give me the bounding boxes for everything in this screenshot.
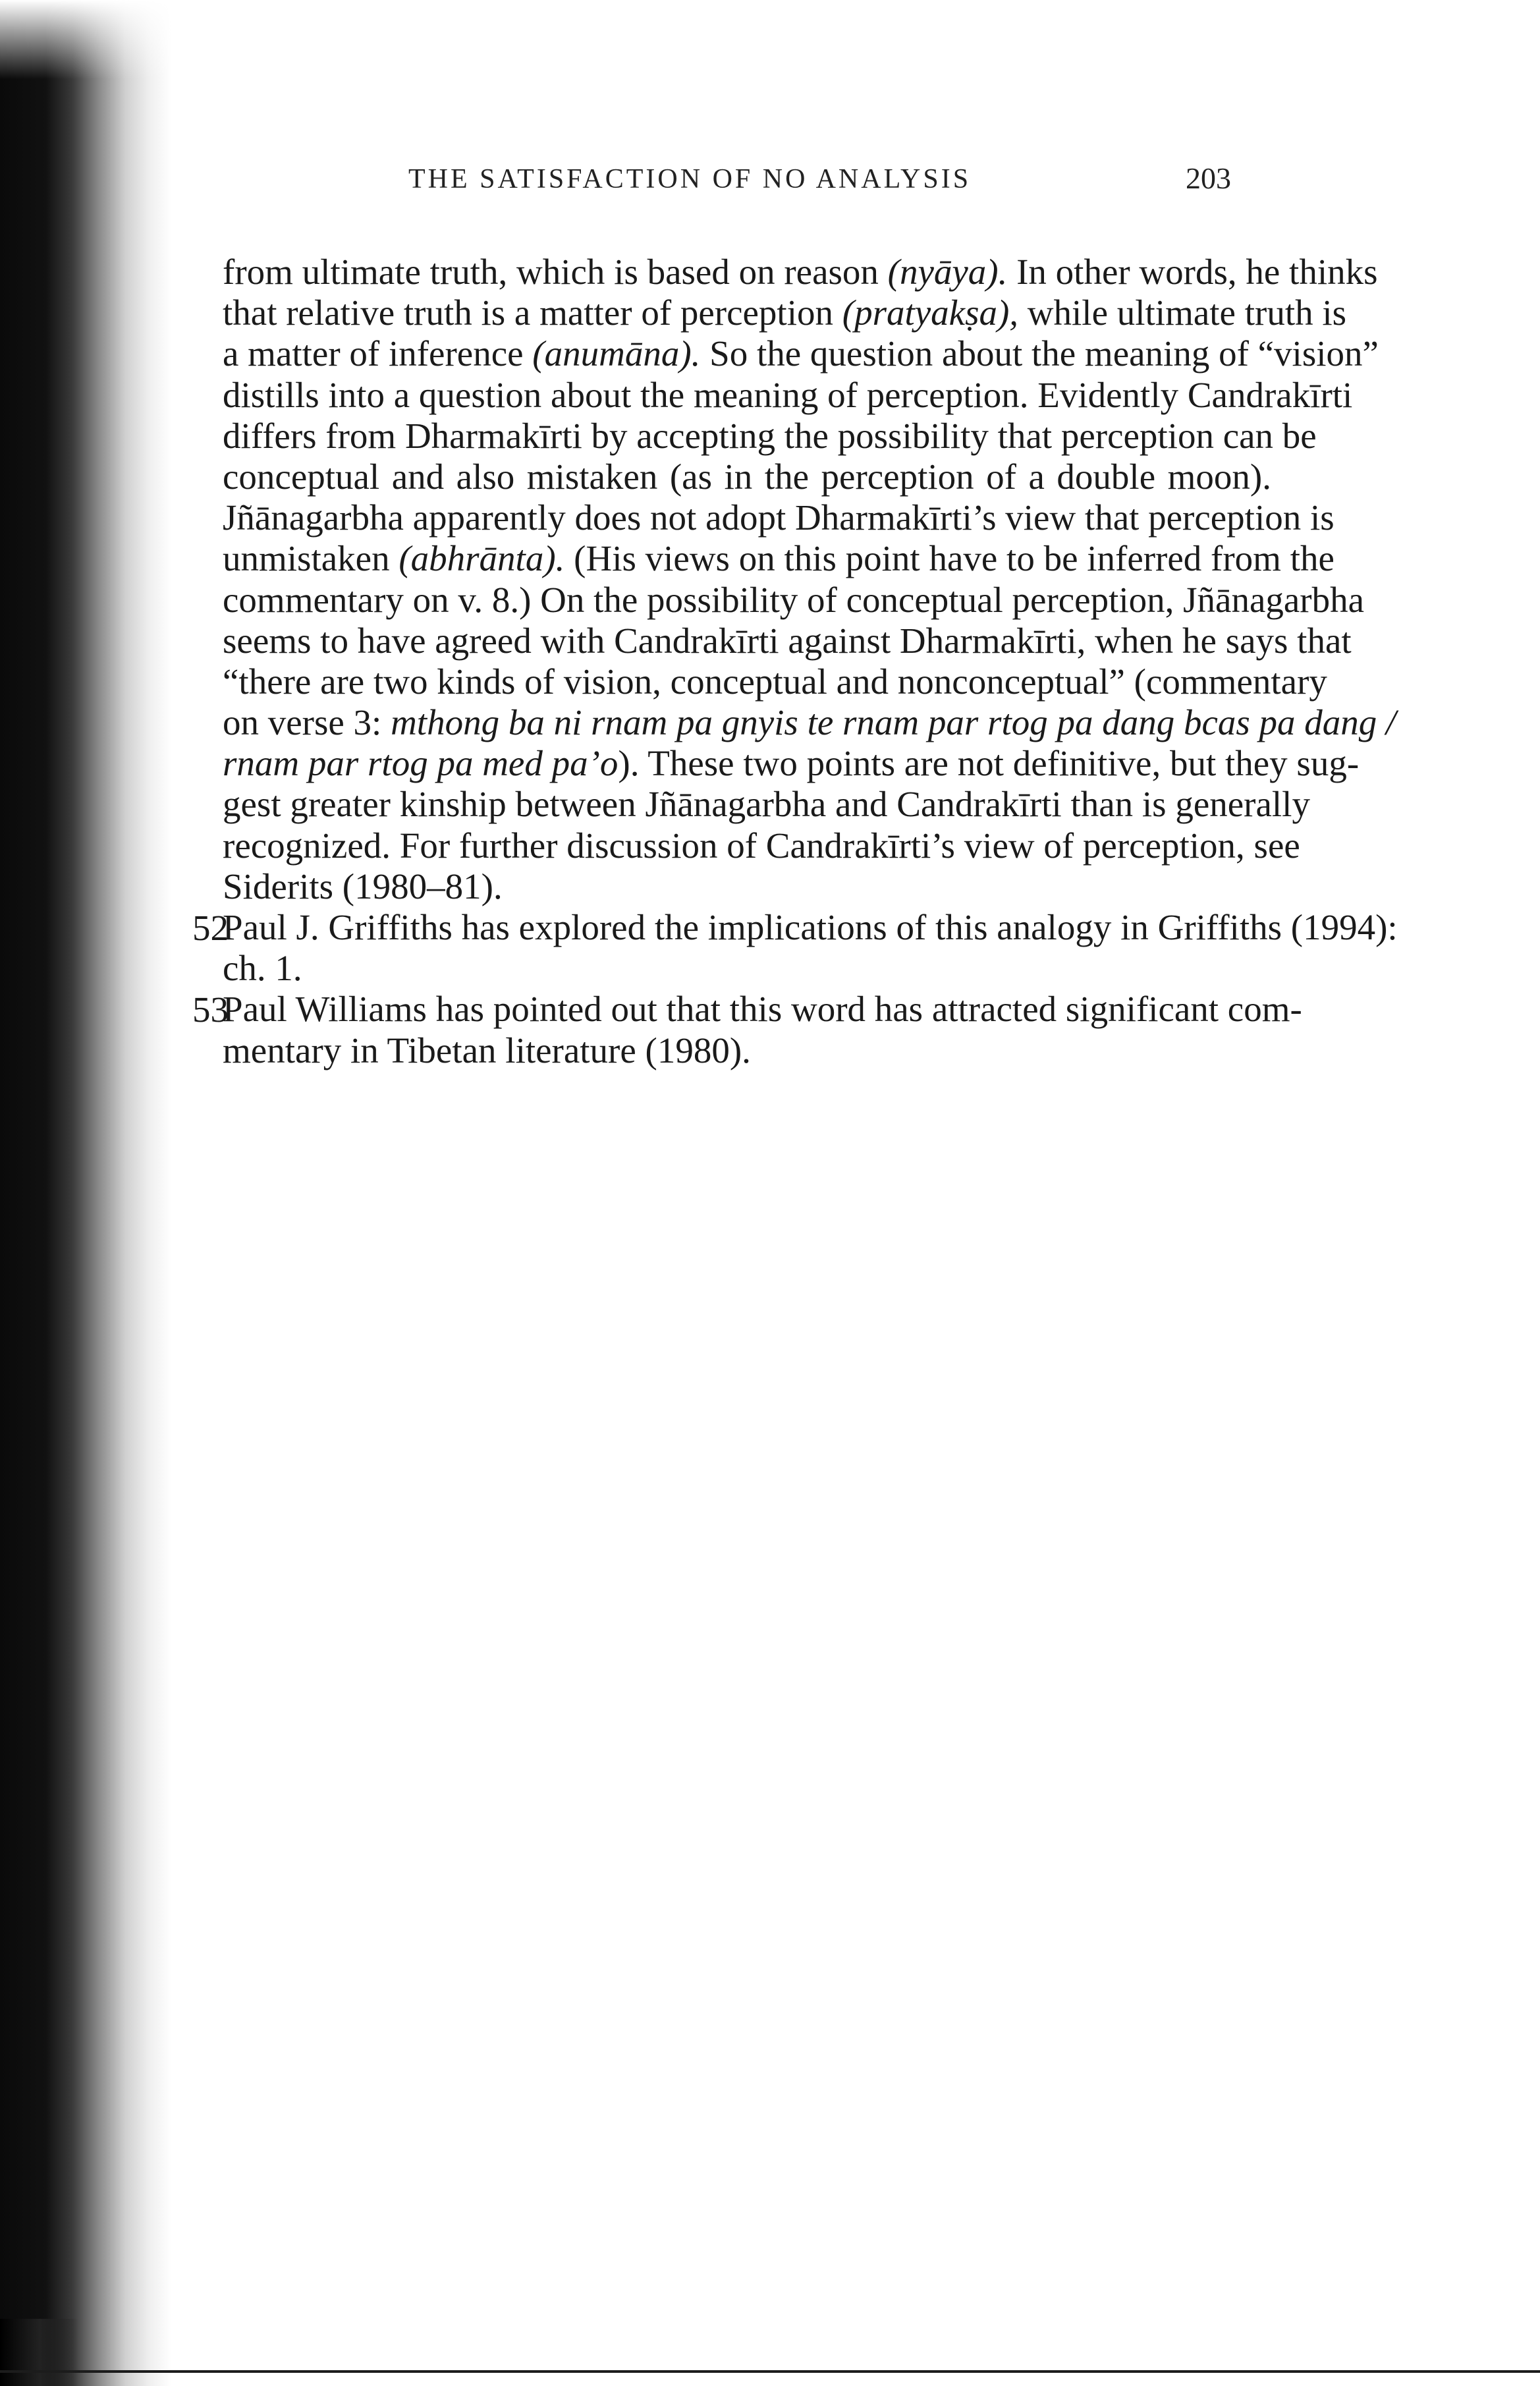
text-run: while ultimate truth is	[1018, 292, 1347, 333]
text-line	[223, 497, 1334, 538]
text-line	[223, 374, 1353, 416]
running-title: THE SATISFACTION OF NO ANALYSIS	[408, 164, 972, 194]
text-run: recognized. For further discussion of Candrakīrti’s view of perception, see	[223, 825, 1300, 866]
footnote-line: ch. 1.	[223, 948, 302, 989]
text-line	[223, 702, 1396, 743]
footnote-53	[192, 989, 1302, 1070]
scan-bottom-edge	[0, 2370, 1540, 2373]
text-run: a matter of inference	[223, 333, 533, 374]
note-continuation	[223, 252, 1396, 907]
footnote-line: Paul J. Griffiths has explored the implications of this analogy in Griffiths (1994):	[223, 907, 1398, 947]
text-line	[223, 620, 1352, 661]
italic-term: (anumāna).	[532, 333, 701, 374]
footnote-line: mentary in Tibetan literature (1980).	[223, 1030, 751, 1070]
page-body	[192, 252, 1398, 1071]
text-run: gest greater kinship between Jñānagarbha and Candrakīrti than is generally	[223, 784, 1310, 825]
footnote-number: 52	[192, 908, 229, 948]
scan-gutter-shadow	[0, 0, 171, 2386]
italic-term: (pratyakṣa),	[842, 292, 1019, 333]
text-run: unmistaken	[223, 538, 399, 579]
text-run: from ultimate truth, which is based on reason	[223, 252, 888, 292]
text-run: distills into a question about the meaning of perception. Evidently Candrakīrti	[223, 374, 1353, 415]
italic-term: rnam par rtog pa med pa’o	[223, 743, 619, 784]
text-run: (His views on this point have to be inferred from the	[564, 538, 1334, 579]
text-run: seems to have agreed with Candrakīrti against Dharmakīrti, when he says that	[223, 620, 1352, 661]
text-run: Jñānagarbha apparently does not adopt Dharmakīrti’s view that perception is	[223, 497, 1334, 538]
footnote-52	[192, 907, 1398, 989]
text-run: So the question about the meaning of “vision”	[700, 333, 1379, 374]
text-line	[223, 825, 1300, 866]
text-run: that relative truth is a matter of perception	[223, 292, 842, 333]
text-run: Siderits (1980–81).	[223, 866, 503, 906]
text-line	[223, 333, 1379, 374]
text-run: differs from Dharmakīrti by accepting the possibility that perception can be	[223, 415, 1317, 456]
text-run: In other words, he thinks	[1007, 252, 1378, 292]
text-run: commentary on v. 8.) On the possibility of conceptual perception, Jñānagarbha	[223, 579, 1365, 620]
footnote-number: 53	[192, 989, 229, 1030]
scan-gutter-corner	[0, 2319, 79, 2386]
text-line	[223, 415, 1317, 457]
text-line	[223, 661, 1327, 702]
footnote-line: Paul Williams has pointed out that this word has attracted significant com-	[223, 989, 1302, 1030]
text-line	[223, 252, 1378, 292]
text-run: ). These two points are not definitive, but they sug-	[618, 743, 1360, 784]
text-line	[223, 743, 1360, 784]
scan-gutter-fade	[0, 0, 171, 79]
text-line	[223, 579, 1365, 621]
text-run: “there are two kinds of vision, conceptual and nonconceptual” (commentary	[223, 661, 1327, 702]
text-line	[223, 538, 1334, 579]
text-run: on verse 3:	[223, 702, 391, 743]
text-line	[223, 457, 1271, 497]
text-line	[223, 784, 1310, 825]
text-line	[223, 866, 1271, 907]
text-run: conceptual and also mistaken (as in the perception of a double moon).	[223, 456, 1271, 497]
italic-term: (nyāya).	[887, 252, 1008, 292]
italic-term: (abhrānta).	[399, 538, 565, 579]
text-line	[223, 292, 1347, 333]
italic-term: mthong ba ni rnam pa gnyis te rnam par rtog pa dang bcas pa dang /	[391, 702, 1396, 743]
page-number: 203	[1186, 161, 1231, 195]
